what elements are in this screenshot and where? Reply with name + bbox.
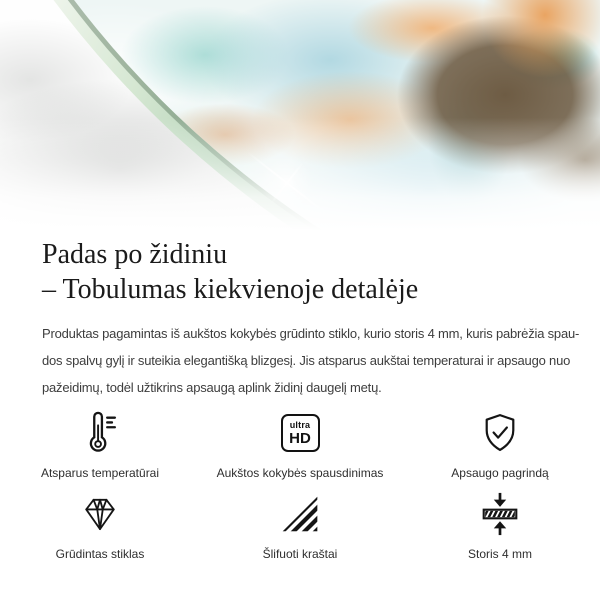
feature-label: Storis 4 mm	[467, 547, 532, 561]
thermometer-icon	[77, 409, 123, 457]
feature-protects-base	[400, 409, 600, 480]
feature-temperature	[0, 409, 200, 480]
feature-label: Atsparus temperatūrai	[40, 466, 160, 480]
image-fade-overlay	[0, 0, 600, 235]
description-line: dos spalvų gylį ir suteikia elegantišką blizgesį. Jis atsparus aukštai temperaturai ir apsaugo nuo	[42, 353, 571, 368]
thickness-icon	[477, 490, 523, 538]
features-grid	[0, 409, 600, 561]
ultra-hd-icon	[281, 409, 320, 457]
feature-polished-edges	[200, 490, 400, 561]
feature-thickness	[400, 490, 600, 561]
description-line: pažeidimų, todėl užtikrins apsaugą aplink židinį daugelį metų.	[42, 380, 382, 395]
page-title-line2: – Tobulumas kiekvienoje detalėje	[42, 274, 419, 305]
feature-tempered-glass	[0, 490, 200, 561]
page-title-line1: Padas po židiniu	[42, 239, 228, 270]
description-line: Produktas pagamintas iš aukštos kokybės grūdinto stiklo, kurio storis 4 mm, kuris pabrėžia spau-	[42, 326, 580, 341]
product-info-section	[0, 235, 600, 561]
ultra-hd-icon-text-top: ultra	[289, 419, 311, 430]
ultra-hd-icon-text-bottom: HD	[289, 429, 311, 447]
diamond-icon	[78, 490, 122, 538]
feature-print-quality	[200, 409, 400, 480]
product-description	[42, 320, 600, 401]
feature-label: Šlifuoti kraštai	[262, 547, 338, 561]
feature-label: Grūdintas stiklas	[55, 547, 145, 561]
page-title	[42, 237, 560, 307]
shield-check-icon	[478, 409, 522, 457]
feature-label: Apsaugo pagrindą	[451, 466, 549, 480]
product-image	[0, 0, 600, 235]
feature-label: Aukštos kokybės spausdinimas	[216, 466, 384, 480]
polished-edges-icon	[278, 490, 322, 538]
